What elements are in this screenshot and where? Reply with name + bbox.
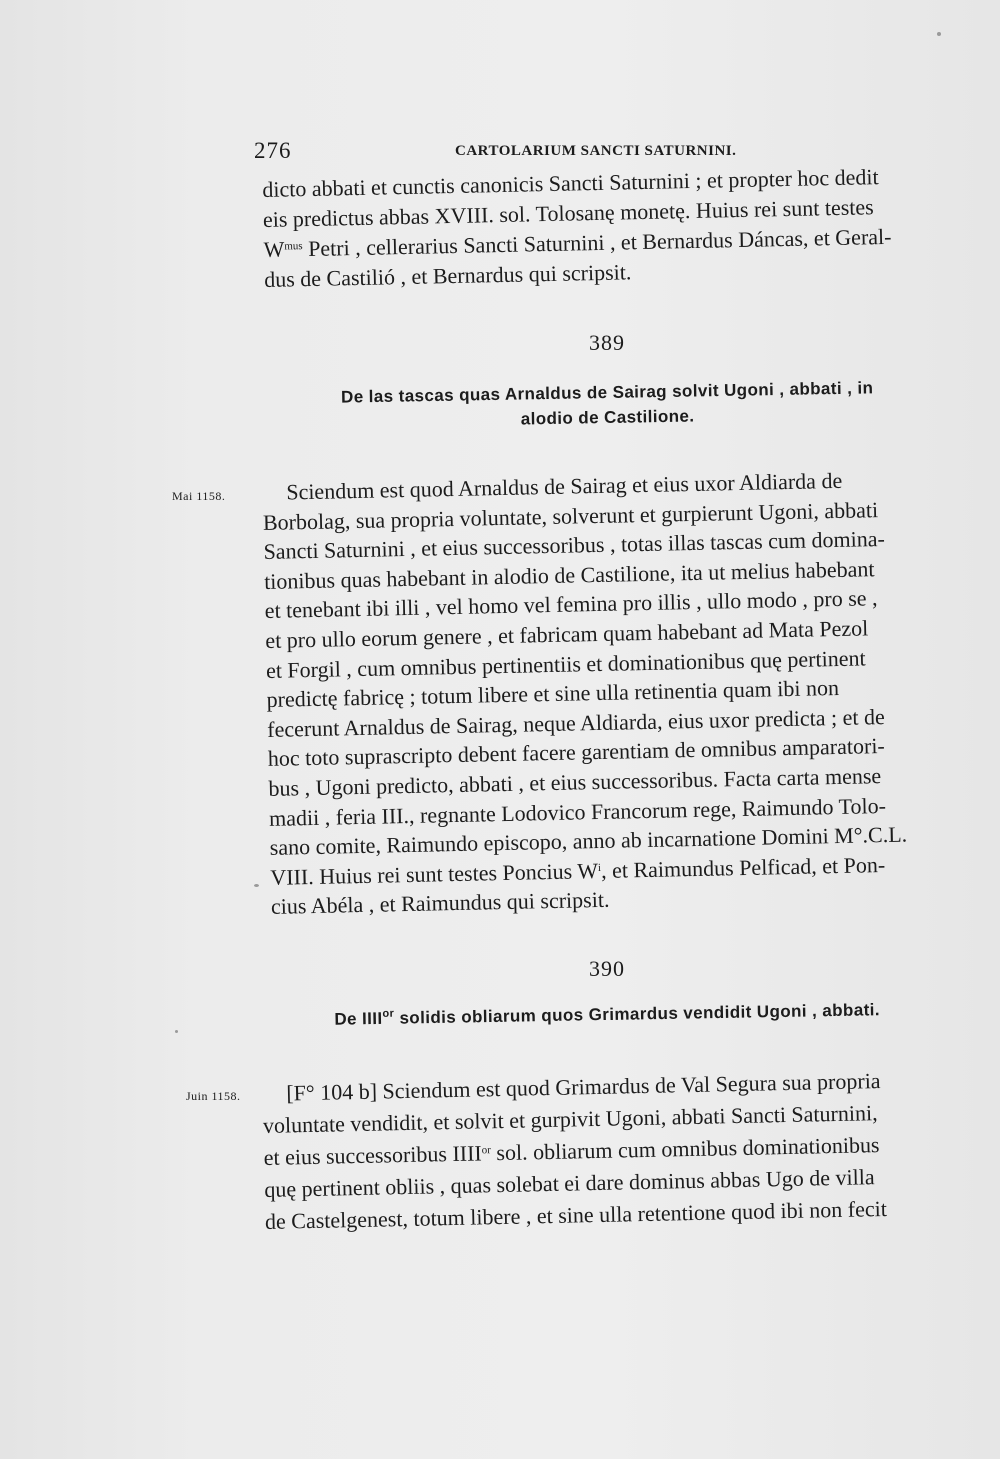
text-line: et eius successoribus $IIII^{or}$ sol. obliarum cum omnibus dominationibus bbox=[263, 1132, 880, 1170]
text-line: predictę fabricę ; totum libere et sine ulla retinentia quam ibi non bbox=[266, 675, 840, 713]
text-line: voluntate vendidit, et solvit et gurpivit Ugoni, abbati Sancti Saturnini, bbox=[262, 1100, 878, 1138]
text-line: de Castelgenest, totum libere , et sine ulla retentione quod ibi non fecit bbox=[264, 1195, 888, 1234]
text-line: bus , Ugoni predicto, abbati , et eius successoribus. Facta carta mense bbox=[268, 763, 882, 801]
margin-date-390: Juin 1158. bbox=[186, 1089, 241, 1103]
text-line: VIII. Huius rei sunt testes Poncius $W^i$, et Raimundus Pelficad, et Pon- bbox=[270, 851, 886, 890]
text-line: tionibus quas habebant in alodio de Castilione, ita ut melius habebant bbox=[263, 555, 875, 594]
text-line: dus de Castilió , et Bernardus qui scripsit. bbox=[263, 259, 632, 292]
running-title: CARTOLARIUM SANCTI SATURNINI. bbox=[455, 143, 737, 159]
charter-rubric-389: De las tascas quas Arnaldus de Sairag solvit Ugoni , abbati , in alodio de Castilione. bbox=[340, 378, 874, 429]
charter-number-389: 389 bbox=[589, 330, 625, 355]
text-line: Sciendum est quod Arnaldus de Sairag et eius uxor Aldiarda de bbox=[286, 467, 843, 505]
text-line: madii , feria III., regnante Lodovico Francorum rege, Raimundo Tolo- bbox=[268, 792, 887, 831]
charter-text-390 bbox=[262, 1064, 955, 1238]
text-line: Sancti Saturnini , et eius successoribus , totas illas tascas cum domina- bbox=[263, 526, 886, 565]
continuation-text bbox=[262, 161, 954, 295]
charter-rubric-390: De $IIII^{or}$ solidis obliarum quos Grimardus vendidit Ugoni , abbati. bbox=[334, 1000, 881, 1029]
text-line: fecerunt Arnaldus de Sairag, neque Aldiarda, eius uxor predicta ; et de bbox=[267, 703, 886, 742]
paper-speck bbox=[937, 32, 941, 36]
text-line: et Forgil , cum omnibus pertinentiis et dominationibus quę pertinent bbox=[265, 644, 866, 683]
text-line: $W^{mus}$ Petri , cellerarius Sancti Saturnini , et Bernardus Dáncas, et Geral- bbox=[263, 223, 892, 262]
page-number: 276 bbox=[254, 138, 292, 163]
text-line: dicto abbati et cunctis canonicis Sancti Saturnini ; et propter hoc dedit bbox=[262, 164, 879, 202]
text-line: et pro ullo eorum genere , et fabricam quam habebant ad Mata Pezol bbox=[265, 615, 869, 653]
text-line: et tenebant ibi illi , vel homo vel femina pro illis , ullo modo , pro se , bbox=[264, 585, 878, 624]
margin-date-389: Mai 1158. bbox=[172, 489, 226, 503]
paper-speck bbox=[254, 884, 259, 887]
text-line: cius Abéla , et Raimundus qui scripsit. bbox=[270, 887, 610, 920]
text-line: sano comite, Raimundo episcopo, anno ab incarnatione Domini M°.C.L. bbox=[269, 821, 908, 861]
text-line: quę pertinent obliis , quas solebat ei dare dominus abbas Ugo de villa bbox=[264, 1164, 875, 1202]
paper-speck bbox=[175, 1030, 178, 1033]
charter-number-390: 390 bbox=[589, 956, 625, 981]
text-line: eis predictus abbas XVIII. sol. Tolosanę monetę. Huius rei sunt testes bbox=[262, 194, 874, 232]
charter-text-389 bbox=[262, 464, 961, 922]
text-line: Borbolag, sua propria voluntate, solverunt et gurpierunt Ugoni, abbati bbox=[262, 496, 879, 535]
text-line: [F° 104 b] Sciendum est quod Grimardus de Val Segura sua propria bbox=[286, 1068, 881, 1106]
text-line: hoc toto suprascripto debent facere garentiam de omnibus amparatori- bbox=[267, 733, 886, 772]
